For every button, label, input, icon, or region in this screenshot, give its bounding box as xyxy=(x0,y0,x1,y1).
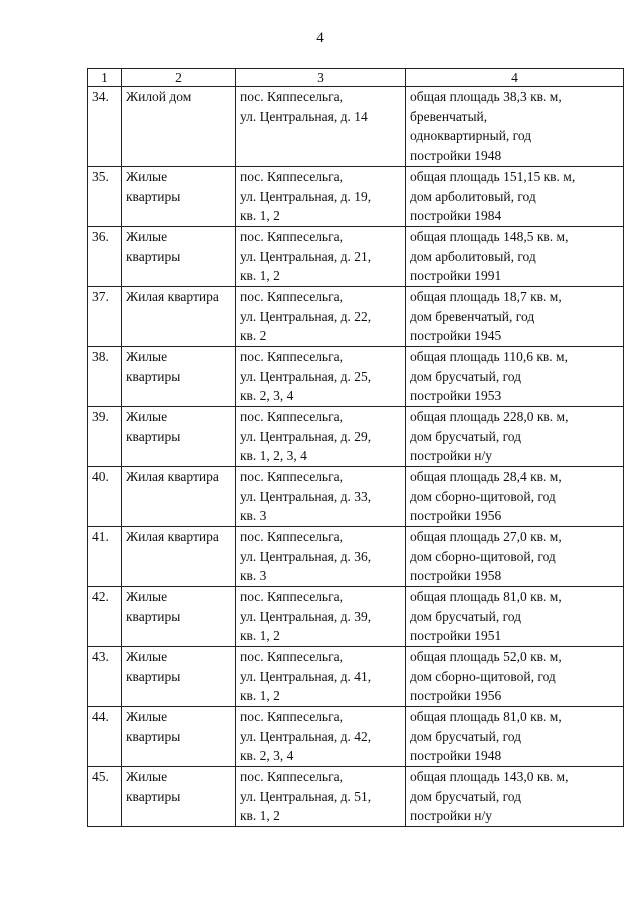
property-type-cell: Жилая квартира xyxy=(122,287,236,347)
column-header-1: 1 xyxy=(88,69,122,87)
details-cell: общая площадь 27,0 кв. м, дом сборно-щитовой, год постройки 1958 xyxy=(406,527,624,587)
property-type-cell: Жилой дом xyxy=(122,87,236,167)
property-type-cell: Жилые квартиры xyxy=(122,707,236,767)
details-cell: общая площадь 151,15 кв. м, дом арболитовый, год постройки 1984 xyxy=(406,167,624,227)
row-number-cell: 42. xyxy=(88,587,122,647)
table-row xyxy=(88,347,624,407)
row-number-cell: 37. xyxy=(88,287,122,347)
property-type-cell: Жилые квартиры xyxy=(122,407,236,467)
property-type-cell: Жилая квартира xyxy=(122,527,236,587)
details-cell: общая площадь 52,0 кв. м, дом сборно-щитовой, год постройки 1956 xyxy=(406,647,624,707)
column-header-2: 2 xyxy=(122,69,236,87)
table-row xyxy=(88,767,624,827)
table-row xyxy=(88,647,624,707)
details-cell: общая площадь 143,0 кв. м, дом брусчатый, год постройки н/у xyxy=(406,767,624,827)
page-number: 4 xyxy=(316,30,324,46)
details-cell: общая площадь 110,6 кв. м, дом брусчатый, год постройки 1953 xyxy=(406,347,624,407)
table-row xyxy=(88,167,624,227)
property-type-cell: Жилые квартиры xyxy=(122,587,236,647)
property-type-cell: Жилая квартира xyxy=(122,467,236,527)
table-row xyxy=(88,587,624,647)
row-number-cell: 39. xyxy=(88,407,122,467)
row-number-cell: 40. xyxy=(88,467,122,527)
row-number-cell: 41. xyxy=(88,527,122,587)
row-number-cell: 45. xyxy=(88,767,122,827)
property-type-cell: Жилые квартиры xyxy=(122,767,236,827)
column-header-3: 3 xyxy=(236,69,406,87)
details-cell: общая площадь 81,0 кв. м, дом брусчатый, год постройки 1948 xyxy=(406,707,624,767)
details-cell: общая площадь 38,3 кв. м, бревенчатый, одноквартирный, год постройки 1948 xyxy=(406,87,624,167)
address-cell: пос. Кяппесельга, ул. Центральная, д. 42, кв. 2, 3, 4 xyxy=(236,707,406,767)
table-row xyxy=(88,467,624,527)
property-type-cell: Жилые квартиры xyxy=(122,647,236,707)
address-cell: пос. Кяппесельга, ул. Центральная, д. 21, кв. 1, 2 xyxy=(236,227,406,287)
row-number-cell: 34. xyxy=(88,87,122,167)
column-header-4: 4 xyxy=(406,69,624,87)
address-cell: пос. Кяппесельга, ул. Центральная, д. 14 xyxy=(236,87,406,167)
details-cell: общая площадь 81,0 кв. м, дом брусчатый, год постройки 1951 xyxy=(406,587,624,647)
table-row xyxy=(88,287,624,347)
table-row xyxy=(88,87,624,167)
details-cell: общая площадь 28,4 кв. м, дом сборно-щитовой, год постройки 1956 xyxy=(406,467,624,527)
address-cell: пос. Кяппесельга, ул. Центральная, д. 29, кв. 1, 2, 3, 4 xyxy=(236,407,406,467)
address-cell: пос. Кяппесельга, ул. Центральная, д. 19, кв. 1, 2 xyxy=(236,167,406,227)
details-cell: общая площадь 18,7 кв. м, дом бревенчатый, год постройки 1945 xyxy=(406,287,624,347)
row-number-cell: 44. xyxy=(88,707,122,767)
address-cell: пос. Кяппесельга, ул. Центральная, д. 51, кв. 1, 2 xyxy=(236,767,406,827)
table-row xyxy=(88,527,624,587)
row-number-cell: 36. xyxy=(88,227,122,287)
address-cell: пос. Кяппесельга, ул. Центральная, д. 41, кв. 1, 2 xyxy=(236,647,406,707)
table-row xyxy=(88,707,624,767)
table-header-row xyxy=(88,69,624,87)
row-number-cell: 43. xyxy=(88,647,122,707)
address-cell: пос. Кяппесельга, ул. Центральная, д. 25, кв. 2, 3, 4 xyxy=(236,347,406,407)
property-type-cell: Жилые квартиры xyxy=(122,227,236,287)
table-body xyxy=(88,87,624,827)
table-row xyxy=(88,227,624,287)
address-cell: пос. Кяппесельга, ул. Центральная, д. 22, кв. 2 xyxy=(236,287,406,347)
row-number-cell: 35. xyxy=(88,167,122,227)
details-cell: общая площадь 228,0 кв. м, дом брусчатый, год постройки н/у xyxy=(406,407,624,467)
address-cell: пос. Кяппесельга, ул. Центральная, д. 39, кв. 1, 2 xyxy=(236,587,406,647)
address-cell: пос. Кяппесельга, ул. Центральная, д. 36, кв. 3 xyxy=(236,527,406,587)
details-cell: общая площадь 148,5 кв. м, дом арболитовый, год постройки 1991 xyxy=(406,227,624,287)
row-number-cell: 38. xyxy=(88,347,122,407)
address-cell: пос. Кяппесельга, ул. Центральная, д. 33, кв. 3 xyxy=(236,467,406,527)
property-type-cell: Жилые квартиры xyxy=(122,167,236,227)
property-type-cell: Жилые квартиры xyxy=(122,347,236,407)
property-table xyxy=(87,68,624,827)
table-row xyxy=(88,407,624,467)
